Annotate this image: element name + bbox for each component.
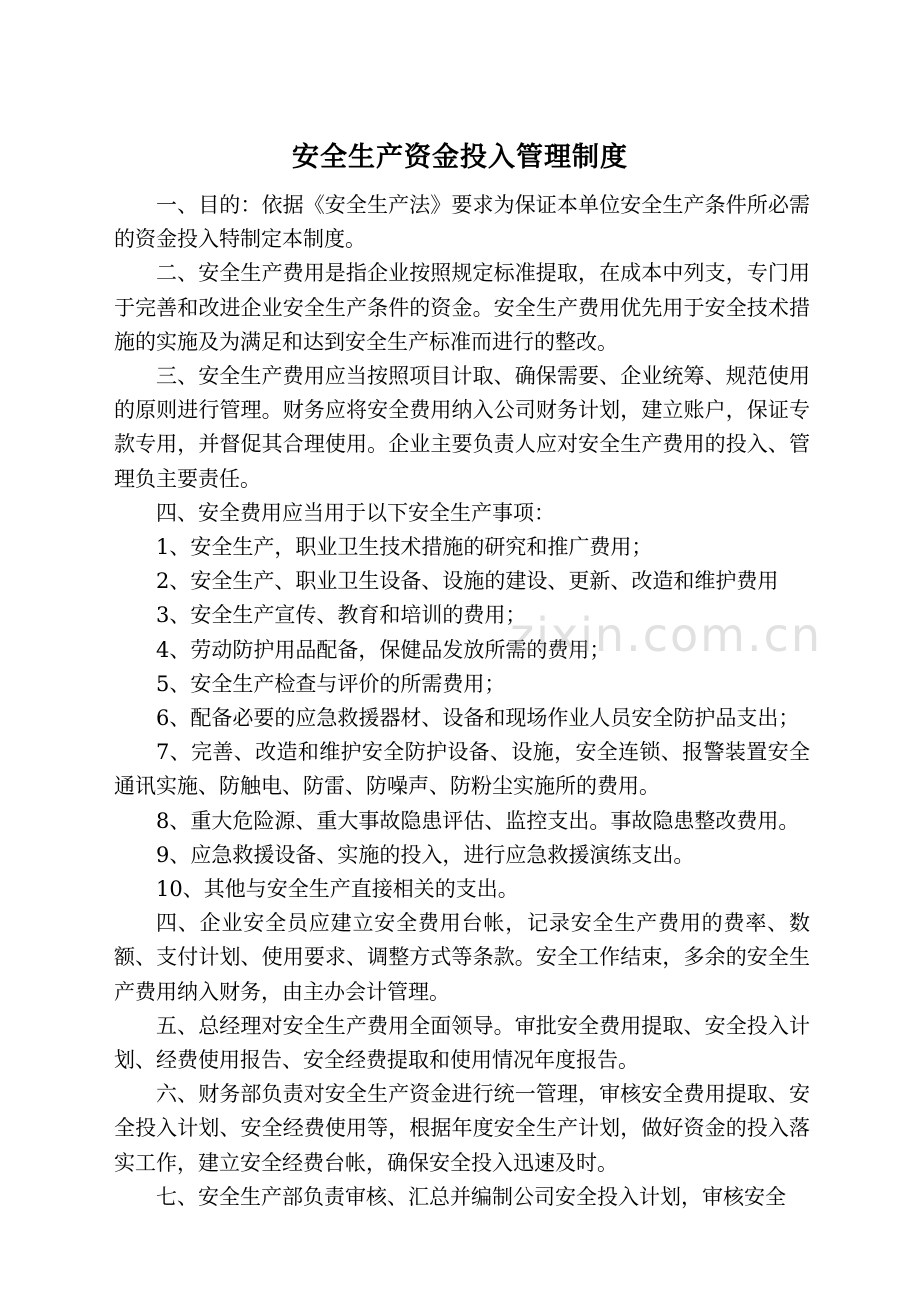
paragraph-safety-department: 七、安全生产部负责审核、汇总并编制公司安全投入计划，审核安全 [156,1184,786,1209]
list-item: 10、其他与安全生产直接相关的支出。 [156,877,519,902]
paragraph-general-manager: 五、总经理对安全生产费用全面领导。审批安全费用提取、安全投入计划、经费使用报告、安全经费提取和使用情况年度报告。 [114,1013,810,1073]
paragraph-definition: 二、安全生产费用是指企业按照规定标准提取，在成本中列支，专门用于完善和改进企业安全生产条件的资金。安全生产费用优先用于安全技术措施的实施及为满足和达到安全生产标准而进行的整改。 [114,261,810,354]
list-item: 2、安全生产、职业卫生设备、设施的建设、更新、改造和维护费用 [156,569,779,594]
list-item: 3、安全生产宣传、教育和培训的费用； [156,603,527,628]
paragraph-purpose: 一、目的：依据《安全生产法》要求为保证本单位安全生产条件所必需的资金投入特制定本制度。 [114,193,810,252]
list-item: 5、安全生产检查与评价的所需费用； [156,671,506,696]
list-item: 8、重大危险源、重大事故隐患评估、监控支出。事故隐患整改费用。 [156,808,800,833]
paragraph-principles: 三、安全生产费用应当按照项目计取、确保需要、企业统筹、规范使用的原则进行管理。财务应将安全费用纳入公司财务计划，建立账户，保证专款专用，并督促其合理使用。企业主要负责人应对安全生产费用的投入、管理负主要责任。 [114,364,810,491]
list-item: 1、安全生产，职业卫生技术措施的研究和推广费用； [156,535,653,560]
list-item: 7、完善、改造和维护安全防护设备、设施，安全连锁、报警装置安全通讯实施、防触电、防雷、防噪声、防粉尘实施所的费用。 [114,740,810,799]
document-body [114,188,810,1214]
paragraph-ledger: 四、企业安全员应建立安全费用台帐，记录安全生产费用的费率、数额、支付计划、使用要求、调整方式等条款。安全工作结束，多余的安全生产费用纳入财务，由主办会计管理。 [114,911,810,1004]
list-item: 9、应急救援设备、实施的投入，进行应急救援演练支出。 [156,842,695,867]
list-item: 4、劳动防护用品配备，保健品发放所需的费用； [156,637,611,662]
list-item: 6、配备必要的应急救援器材、设备和现场作业人员安全防护品支出； [156,706,800,731]
paragraph-usage-heading: 四、安全费用应当用于以下安全生产事项： [156,500,555,525]
paragraph-finance: 六、财务部负责对安全生产资金进行统一管理，审核安全费用提取、安全投入计划、安全经费使用等，根据年度安全生产计划，做好资金的投入落实工作，建立安全经费台帐，确保安全投入迅速及时。 [114,1082,810,1175]
document-title: 安全生产资金投入管理制度 [292,142,628,173]
watermark: zixin.com.cn [510,608,823,662]
